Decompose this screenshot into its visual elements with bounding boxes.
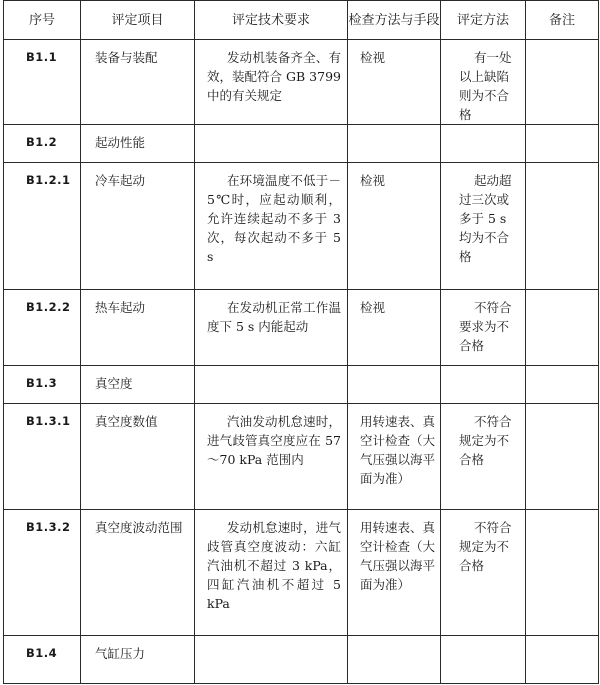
row-id: B1.4 <box>4 636 81 684</box>
row-note <box>526 510 599 636</box>
row-evaluation: 有一处以上缺陷则为不合格 <box>441 40 526 125</box>
header-requirement: 评定技术要求 <box>195 1 348 40</box>
row-id: B1.3 <box>4 366 81 404</box>
row-item: 装备与装配 <box>81 40 195 125</box>
row-evaluation: 不符合规定为不合格 <box>441 404 526 510</box>
row-method <box>348 636 441 684</box>
row-evaluation <box>441 366 526 404</box>
row-requirement: 在环境温度不低于－5℃时，应起动顺利，允许连续起动不多于 3 次，每次起动不多于 5 s <box>195 163 348 290</box>
table-row <box>4 125 599 163</box>
table-header-row <box>4 1 599 40</box>
row-evaluation: 不符合规定为不合格 <box>441 510 526 636</box>
row-method <box>348 125 441 163</box>
row-item: 起动性能 <box>81 125 195 163</box>
row-id: B1.3.2 <box>4 510 81 636</box>
row-item: 真空度数值 <box>81 404 195 510</box>
row-id: B1.2 <box>4 125 81 163</box>
header-note: 备注 <box>526 1 599 40</box>
table-row <box>4 404 599 510</box>
inspection-table <box>3 0 599 684</box>
row-evaluation <box>441 125 526 163</box>
header-method: 检查方法与手段 <box>348 1 441 40</box>
row-id: B1.2.2 <box>4 290 81 366</box>
row-id: B1.2.1 <box>4 163 81 290</box>
row-item: 真空度 <box>81 366 195 404</box>
table-row <box>4 510 599 636</box>
row-evaluation: 不符合要求为不合格 <box>441 290 526 366</box>
row-requirement: 汽油发动机怠速时，进气歧管真空度应在 57～70 kPa 范围内 <box>195 404 348 510</box>
row-note <box>526 636 599 684</box>
row-item: 冷车起动 <box>81 163 195 290</box>
row-item: 真空度波动范围 <box>81 510 195 636</box>
table-row <box>4 636 599 684</box>
row-id: B1.1 <box>4 40 81 125</box>
row-note <box>526 404 599 510</box>
row-note <box>526 125 599 163</box>
row-requirement <box>195 125 348 163</box>
table-row <box>4 366 599 404</box>
header-id: 序号 <box>4 1 81 40</box>
row-item: 热车起动 <box>81 290 195 366</box>
row-item: 气缸压力 <box>81 636 195 684</box>
header-item: 评定项目 <box>81 1 195 40</box>
row-note <box>526 290 599 366</box>
row-note <box>526 40 599 125</box>
row-requirement <box>195 366 348 404</box>
row-evaluation <box>441 636 526 684</box>
row-requirement <box>195 636 348 684</box>
row-method <box>348 366 441 404</box>
row-note <box>526 163 599 290</box>
table-row <box>4 163 599 290</box>
row-method: 检视 <box>348 163 441 290</box>
table-row <box>4 40 599 125</box>
row-requirement: 发动机装备齐全、有效，装配符合 GB 3799 中的有关规定 <box>195 40 348 125</box>
row-requirement: 在发动机正常工作温度下 5 s 内能起动 <box>195 290 348 366</box>
row-method: 用转速表、真空计检查（大气压强以海平面为准） <box>348 510 441 636</box>
row-id: B1.3.1 <box>4 404 81 510</box>
table-row <box>4 290 599 366</box>
row-note <box>526 366 599 404</box>
header-evaluation: 评定方法 <box>441 1 526 40</box>
row-method: 用转速表、真空计检查（大气压强以海平面为准） <box>348 404 441 510</box>
row-method: 检视 <box>348 40 441 125</box>
row-evaluation: 起动超过三次或多于 5 s 均为不合格 <box>441 163 526 290</box>
row-requirement: 发动机怠速时，进气歧管真空度波动：六缸汽油机不超过 3 kPa，四缸汽油机不超过 5 kPa <box>195 510 348 636</box>
row-method: 检视 <box>348 290 441 366</box>
